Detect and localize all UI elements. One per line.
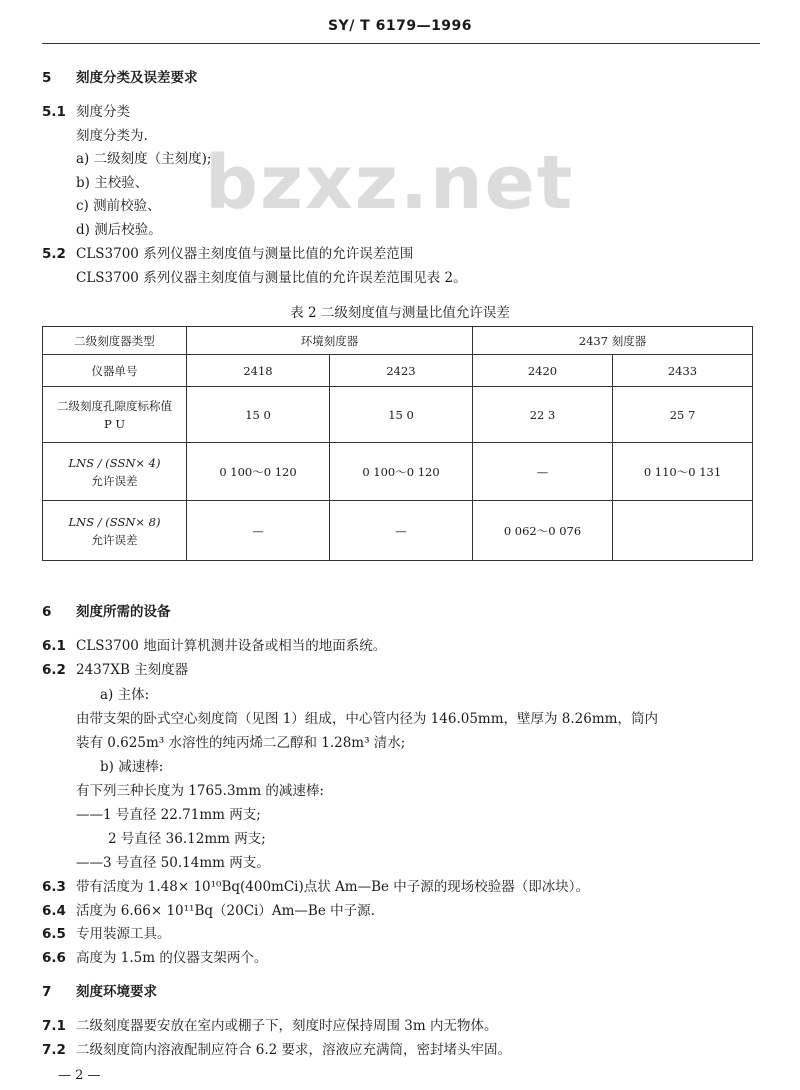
table-row (43, 327, 753, 355)
clause-number: 5.1 (42, 104, 66, 120)
item-a-text: 装有 0.625m³ 水溶性的纯丙烯二乙醇和 1.28m³ 清水; (76, 735, 406, 751)
table-header-cell: 环境刻度器 (187, 327, 473, 355)
table-cell: 2420 (473, 355, 613, 387)
clause-6-5 (42, 922, 171, 942)
table-row (43, 387, 753, 443)
section-5-heading (42, 66, 198, 86)
table-row (43, 501, 753, 561)
clause-5-1-intro: 刻度分类为. (76, 128, 148, 144)
section-number: 6 (42, 604, 52, 620)
table-cell: 15 0 (187, 387, 330, 443)
clause-text: 二级刻度器要安放在室内或棚子下，刻度时应保持周围 3m 内无物体。 (76, 1018, 498, 1034)
clause-number: 6.2 (42, 662, 66, 678)
clause-number: 7.1 (42, 1018, 66, 1034)
clause-text: 2437XB 主刻度器 (76, 662, 189, 678)
table-cell: — (330, 501, 473, 561)
clause-title: CLS3700 系列仪器主刻度值与测量比值的允许误差范围 (76, 246, 414, 262)
label-line: 二级刻度孔隙度标称值 (57, 398, 172, 413)
table-row-label (43, 443, 187, 501)
table-cell: 25 7 (613, 387, 753, 443)
list-item: b) 主校验、 (76, 175, 149, 191)
clause-6-1 (42, 634, 386, 654)
section-title: 刻度所需的设备 (76, 604, 171, 620)
clause-text: 专用装源工具。 (76, 926, 171, 942)
clause-number: 6.6 (42, 950, 66, 966)
item-b-text: 有下列三种长度为 1765.3mm 的减速棒: (76, 783, 324, 799)
section-7-heading (42, 980, 157, 1000)
clause-number: 7.2 (42, 1042, 66, 1058)
clause-7-2 (42, 1038, 511, 1058)
clause-title: 刻度分类 (76, 104, 130, 120)
item-b-label: b) 减速棒: (100, 759, 164, 775)
table-header-cell: 2437 刻度器 (473, 327, 753, 355)
clause-text: 二级刻度筒内溶液配制应符合 6.2 要求，溶液应充满筒，密封堵头牢固。 (76, 1042, 512, 1058)
clause-number: 6.5 (42, 926, 66, 942)
table-cell: 2423 (330, 355, 473, 387)
table-cell: 0 100～0 120 (187, 443, 330, 501)
table-row (43, 355, 753, 387)
clause-6-6 (42, 946, 267, 966)
table-header-cell: 二级刻度器类型 (43, 327, 187, 355)
page-number: — 2 — (58, 1068, 101, 1083)
section-6-heading (42, 600, 171, 620)
clause-text: 活度为 6.66× 10¹¹Bq（20Ci）Am—Be 中子源. (76, 903, 375, 919)
section-number: 5 (42, 70, 52, 86)
table-cell: 0 062～0 076 (473, 501, 613, 561)
label-line: 允许误差 (91, 473, 138, 488)
item-a-text: 由带支架的卧式空心刻度筒（见图 1）组成，中心管内径为 146.05mm，壁厚为 8.26mm，筒内 (76, 711, 658, 727)
table-cell: 15 0 (330, 387, 473, 443)
table-cell: 0 110～0 131 (613, 443, 753, 501)
clause-number: 6.3 (42, 879, 66, 895)
list-item: c) 测前校验、 (76, 198, 161, 214)
clause-6-2 (42, 658, 188, 678)
item-a-label: a) 主体: (100, 687, 150, 703)
section-title: 刻度环境要求 (76, 984, 157, 1000)
table-cell: 2433 (613, 355, 753, 387)
table-cell: — (473, 443, 613, 501)
table-row-label: 仪器单号 (43, 355, 187, 387)
tolerance-table (42, 326, 753, 561)
table-row-label (43, 387, 187, 443)
table-cell: 0 100～0 120 (330, 443, 473, 501)
table-cell: 2418 (187, 355, 330, 387)
label-line: LNS / (SSN× 8) (68, 514, 161, 529)
clause-5-2 (42, 242, 413, 262)
standard-code-header: SY/ T 6179—1996 (327, 18, 473, 34)
section-number: 7 (42, 984, 52, 1000)
table-caption: 表 2 二级刻度值与测量比值允许误差 (290, 305, 510, 321)
list-item: 2 号直径 36.12mm 两支; (108, 831, 266, 847)
table-cell: — (187, 501, 330, 561)
clause-5-1 (42, 100, 130, 120)
list-item: a) 二级刻度（主刻度); (76, 151, 212, 167)
table-cell: 22 3 (473, 387, 613, 443)
clause-number: 6.4 (42, 903, 66, 919)
clause-7-1 (42, 1014, 497, 1034)
list-item: ——3 号直径 50.14mm 两支。 (76, 855, 270, 871)
clause-text: CLS3700 地面计算机测井设备或相当的地面系统。 (76, 638, 387, 654)
clause-text: 带有活度为 1.48× 10¹⁰Bq(400mCi)点状 Am—Be 中子源的现场校验器（即冰块）。 (76, 879, 590, 895)
label-line: LNS / (SSN× 4) (68, 455, 161, 470)
table-cell (613, 501, 753, 561)
section-title: 刻度分类及误差要求 (76, 70, 198, 86)
label-line: P U (103, 416, 126, 431)
header-rule (42, 43, 760, 44)
watermark-text: bzxz.net (205, 140, 575, 226)
clause-text: 高度为 1.5m 的仪器支架两个。 (76, 950, 268, 966)
list-item: ——1 号直径 22.71mm 两支; (76, 807, 261, 823)
clause-number: 5.2 (42, 246, 66, 262)
clause-5-2-text: CLS3700 系列仪器主刻度值与测量比值的允许误差范围见表 2。 (76, 270, 467, 286)
clause-number: 6.1 (42, 638, 66, 654)
label-line: 允许误差 (91, 532, 138, 547)
list-item: d) 测后校验。 (76, 222, 162, 238)
clause-6-3 (42, 875, 589, 895)
table-row-label (43, 501, 187, 561)
clause-6-4 (42, 899, 375, 919)
table-row (43, 443, 753, 501)
